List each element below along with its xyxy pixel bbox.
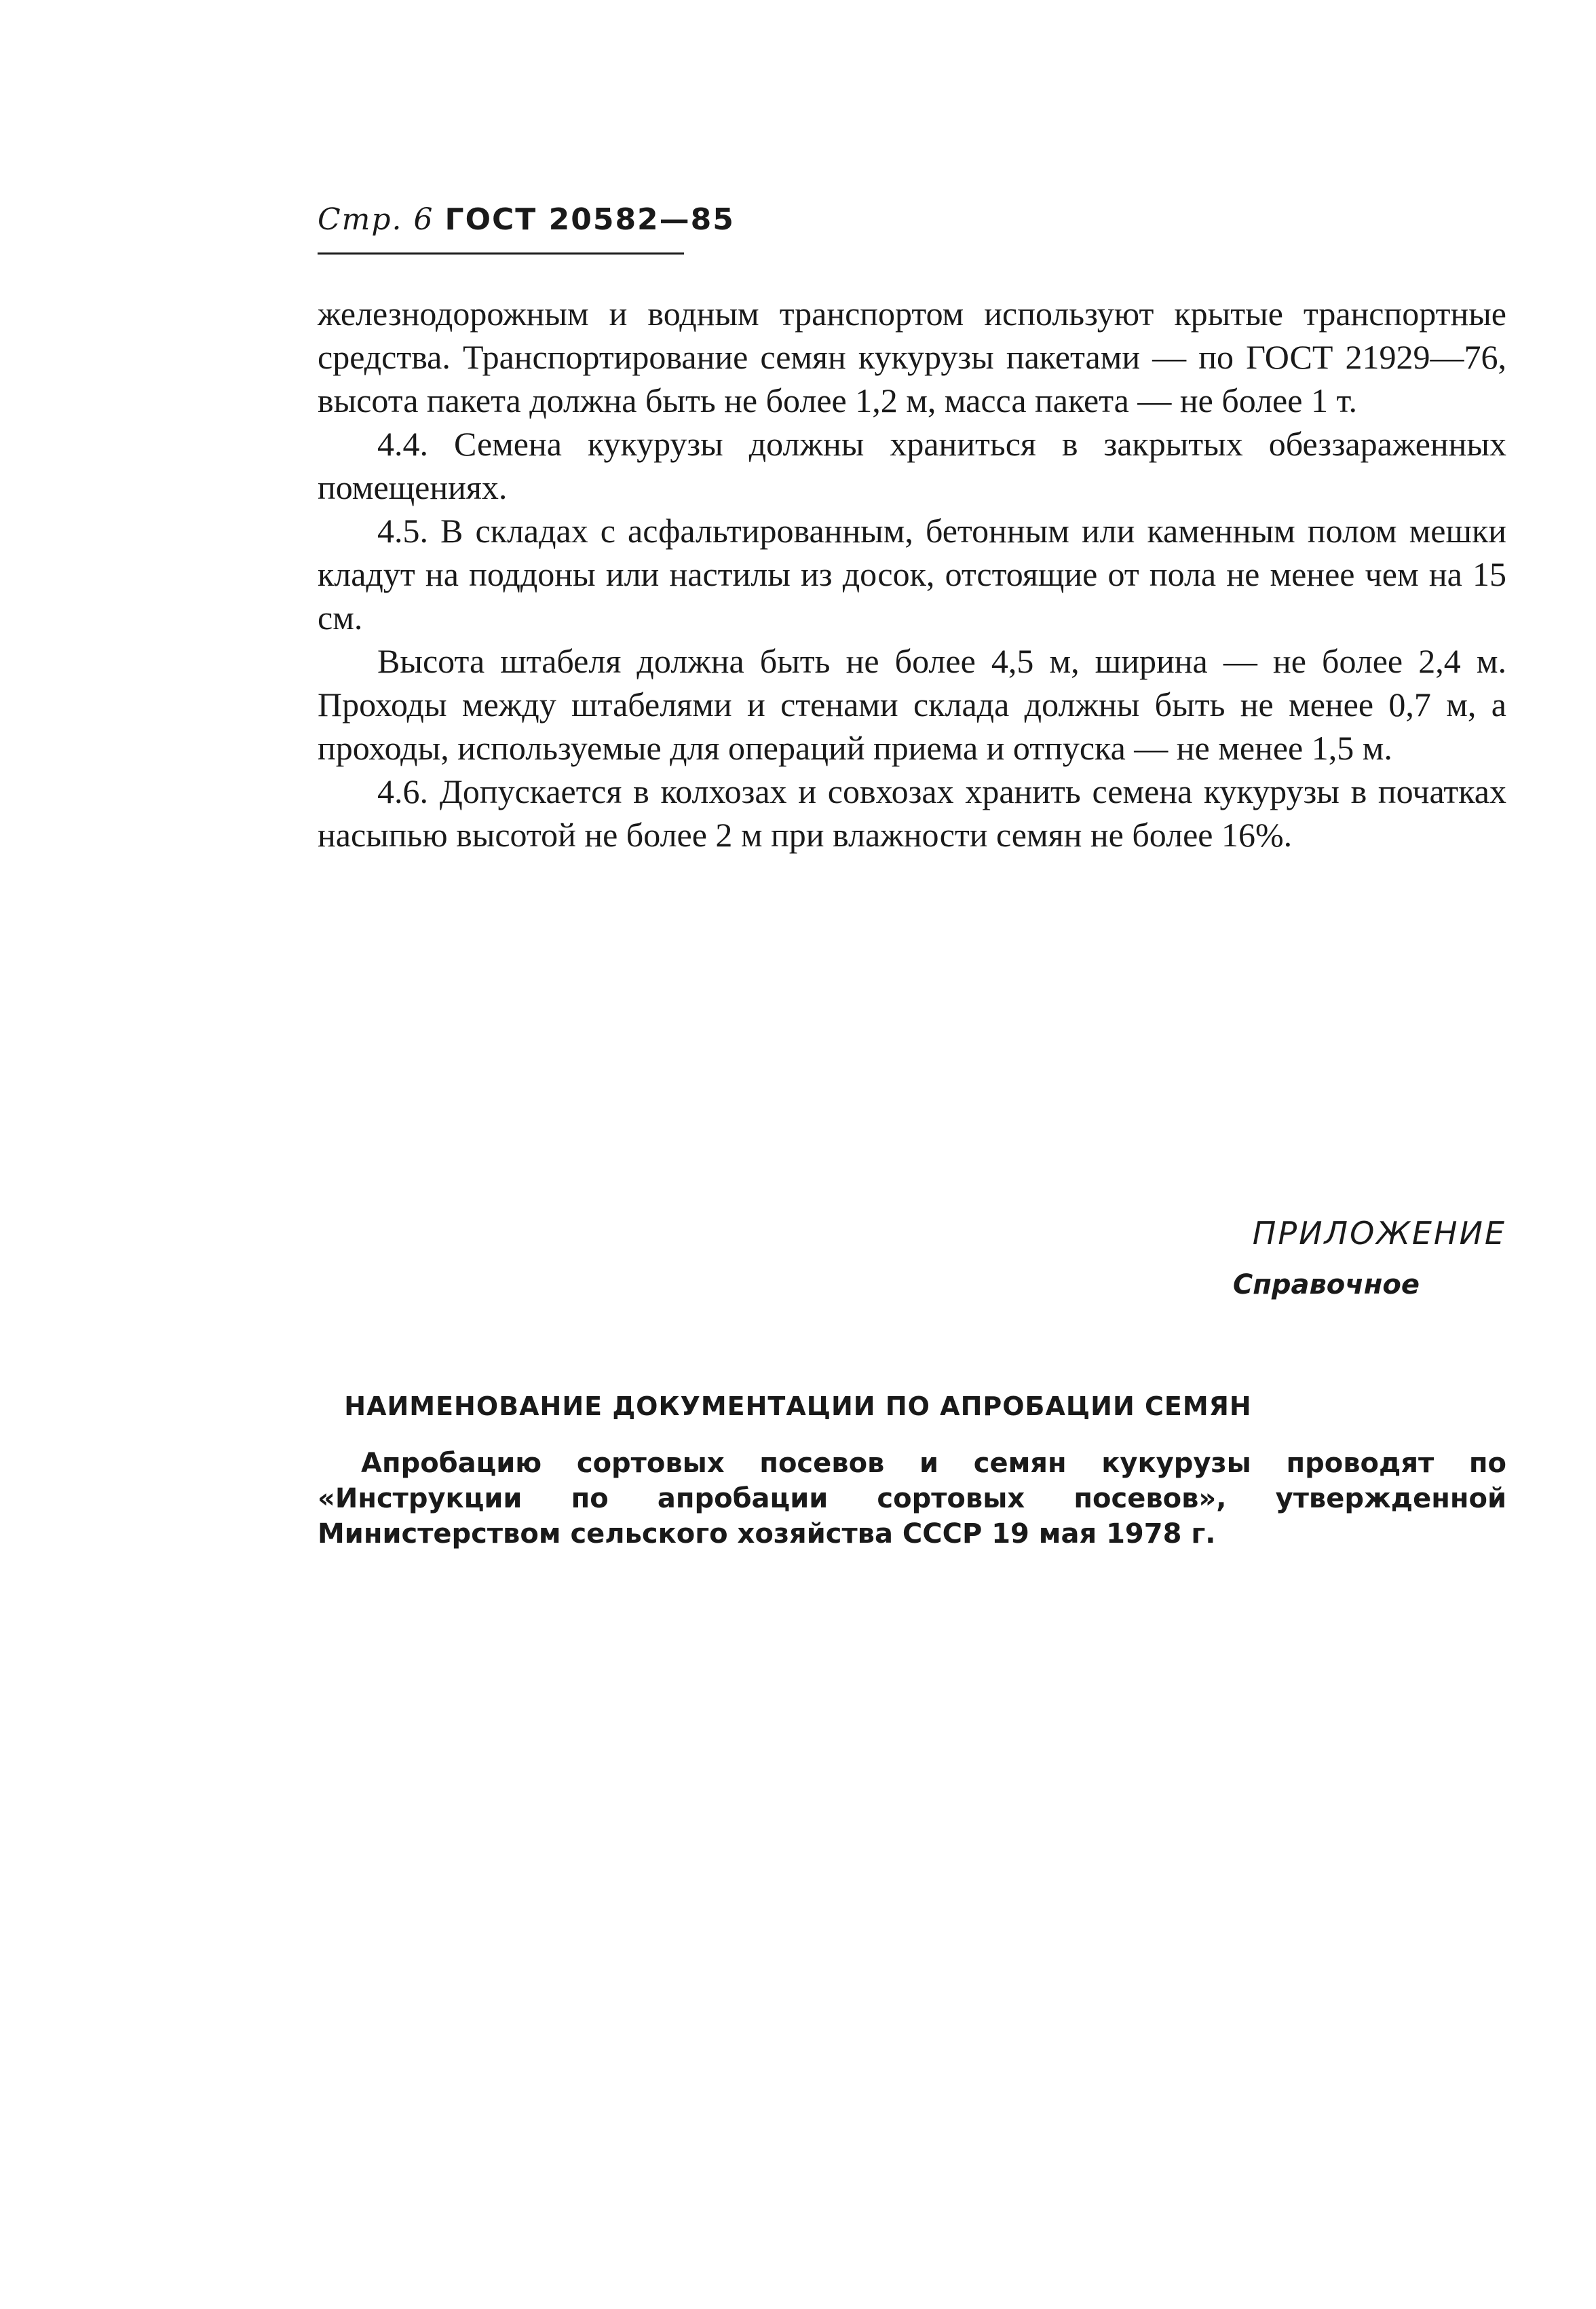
appendix-subtitle: Справочное [1232, 1269, 1420, 1300]
paragraph-4-5: 4.5. В складах с асфальтированным, бетонным или каменным полом мешки кладут на поддоны или настилы из досок, отстоящие от пола не менее чем на 15 см. [318, 512, 1506, 637]
page-header [318, 202, 735, 237]
header-rule [318, 252, 684, 255]
page-number: Стр. 6 [318, 202, 434, 237]
paragraph-continuation: железнодорожным и водным транспортом используют крытые транспортные средства. Транспортирование семян кукурузы пакетами — по ГОСТ 21929—76, высота пакета должна быть не более 1,2 м, масса пакета — не более 1 т. [318, 295, 1506, 419]
appendix-paragraph: Апробацию сортовых посевов и семян кукурузы проводят по «Инструкции по апробации сортовых посевов», утвержденной Министерством сельского хозяйства СССР 19 мая 1978 г. [318, 1448, 1506, 1550]
standard-number: ГОСТ 20582—85 [444, 202, 735, 237]
main-text [318, 292, 1506, 857]
paragraph-stack-height: Высота штабеля должна быть не более 4,5 м, ширина — не более 2,4 м. Проходы между штабелями и стенами склада должны быть не менее 0,7 м, а проходы, используемые для операций приема и отпуска — не менее 1,5 м. [318, 642, 1506, 767]
paragraph-4-4: 4.4. Семена кукурузы должны храниться в закрытых обеззараженных помещениях. [318, 425, 1506, 506]
appendix-title: ПРИЛОЖЕНИЕ [1252, 1215, 1506, 1252]
paragraph-4-6: 4.6. Допускается в колхозах и совхозах хранить семена кукурузы в початках насыпью высотой не более 2 м при влажности семян не более 16%. [318, 772, 1506, 854]
appendix-body [318, 1446, 1506, 1552]
appendix-heading: НАИМЕНОВАНИЕ ДОКУМЕНТАЦИИ ПО АПРОБАЦИИ СЕМЯН [344, 1391, 1252, 1421]
